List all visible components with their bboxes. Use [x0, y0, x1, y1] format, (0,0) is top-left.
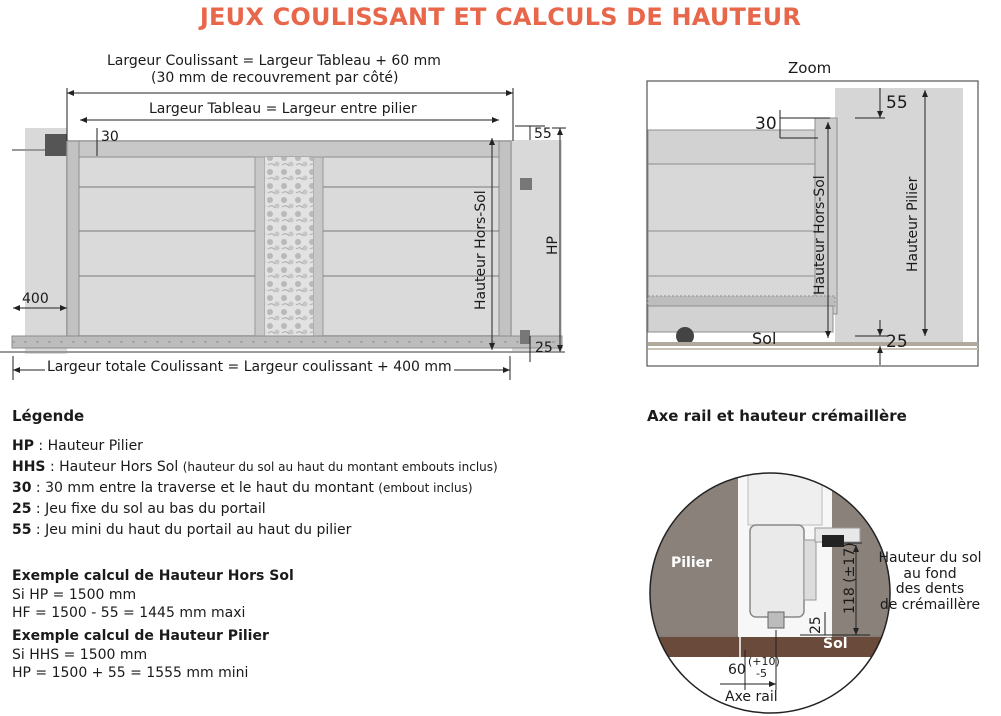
- legend-item-25: 25 : Jeu fixe du sol au bas du portail: [12, 501, 266, 517]
- example-hp-title: Exemple calcul de Hauteur Pilier: [12, 628, 269, 644]
- legend-item-55: 55 : Jeu mini du haut du portail au haut du pilier: [12, 522, 352, 538]
- decorative-panel: [265, 157, 313, 336]
- example-hhs: [12, 567, 294, 623]
- total-width-label: Largeur totale Coulissant = Largeur coulissant + 400 mm: [47, 359, 452, 375]
- rail-ground: [640, 637, 900, 657]
- example-hp: [12, 627, 269, 683]
- rail-dim-25: 25: [808, 616, 824, 634]
- example-hhs-title: Exemple calcul de Hauteur Hors Sol: [12, 568, 294, 584]
- width-coulissant-line1: Largeur Coulissant = Largeur Tableau + 60 mm: [107, 53, 441, 69]
- legend-item-30: 30 : 30 mm entre la traverse et le haut du montant (embout inclus): [12, 480, 473, 496]
- rail-dim-118: 118 (±17): [842, 542, 858, 614]
- zoom-dim-25: 25: [886, 332, 908, 352]
- dim-55-label: 55: [534, 126, 552, 142]
- zoom-dim-30: 30: [755, 114, 777, 134]
- rail-note: [866, 551, 994, 613]
- rail-tol-plus: (+10): [748, 655, 780, 668]
- rail-tol-minus: -5: [756, 667, 767, 680]
- zoom-sol: Sol: [752, 329, 777, 348]
- rail-axe-label: Axe rail: [725, 689, 778, 705]
- rail-sol-label: Sol: [823, 636, 848, 652]
- width-coulissant-line2: (30 mm de recouvrement par côté): [151, 70, 399, 86]
- dim-400-label: 400: [22, 291, 49, 307]
- page-title: JEUX COULISSANT ET CALCULS DE HAUTEUR: [199, 3, 802, 31]
- zoom-hhs-label: Hauteur Hors-Sol: [812, 175, 828, 295]
- legend-title: Légende: [12, 407, 85, 425]
- legend-item-hp: HP : Hauteur Pilier: [12, 438, 143, 454]
- example-hhs-line2: HF = 1500 - 55 = 1445 mm maxi: [12, 605, 246, 621]
- dim-25-label: 25: [535, 340, 553, 356]
- rail-detail-drawing: [640, 465, 900, 716]
- example-hp-line2: HP = 1500 + 55 = 1555 mm mini: [12, 665, 249, 681]
- rail-note-line2: au fond: [903, 565, 957, 582]
- rail-note-line1: Hauteur du sol: [878, 550, 982, 566]
- rail-note-line4: de crémaillère: [879, 596, 981, 613]
- dim-30-label: 30: [101, 129, 119, 145]
- example-hhs-line1: Si HP = 1500 mm: [12, 586, 137, 603]
- hp-label: HP: [545, 236, 561, 255]
- motor: [45, 134, 67, 156]
- rack-gear: [822, 535, 844, 547]
- bottom-rail: [12, 336, 562, 348]
- legend-item-hhs: HHS : Hauteur Hors Sol (hauteur du sol au haut du montant embouts inclus): [12, 459, 498, 475]
- zoom-title: Zoom: [788, 59, 832, 77]
- width-tableau-label: Largeur Tableau = Largeur entre pilier: [149, 101, 417, 117]
- example-hp-line1: Si HHS = 1500 mm: [12, 646, 148, 663]
- zoom-pillar: [835, 88, 963, 345]
- rail-section-title: Axe rail et hauteur crémaillère: [647, 407, 907, 425]
- left-pillar: [25, 128, 67, 354]
- hhs-label: Hauteur Hors-Sol: [473, 190, 489, 310]
- rail-note-line3: des dents: [895, 581, 965, 597]
- zoom-dim-55: 55: [886, 93, 908, 113]
- rail-dim-60: 60: [728, 662, 746, 678]
- rail-pilier-label: Pilier: [671, 555, 713, 571]
- zoom-pilier-label: Hauteur Pilier: [905, 176, 921, 272]
